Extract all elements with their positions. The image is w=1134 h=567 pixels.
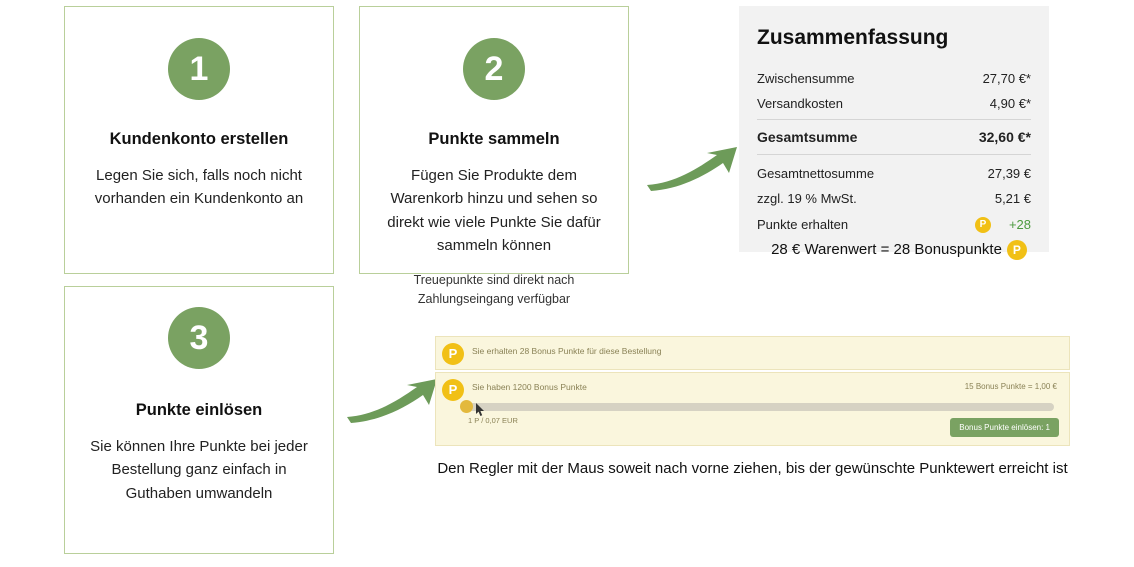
summary-points-value: +28 xyxy=(1008,216,1031,232)
points-coin-icon: P xyxy=(975,217,991,233)
summary-row-label: zzgl. 19 % MwSt. xyxy=(757,191,857,206)
arrow-right-icon-1 xyxy=(645,143,745,193)
points-coin-icon: P xyxy=(442,343,464,365)
summary-caption xyxy=(739,240,1059,260)
bonus-balance-text: Sie haben 1200 Bonus Punkte xyxy=(472,382,587,392)
step-body-1: Legen Sie sich, falls noch nicht vorhanden ein Kundenkonto an xyxy=(94,167,304,208)
summary-row-label: Gesamtnettosumme xyxy=(757,166,875,181)
step-card-3 xyxy=(64,286,334,554)
step-number-badge-1: 1 xyxy=(168,38,230,100)
summary-row-vat xyxy=(757,186,1031,211)
bonus-notice-text: Sie erhalten 28 Bonus Punkte für diese Bestellung xyxy=(472,346,662,356)
points-coin-icon: P xyxy=(442,379,464,401)
summary-row-label: Versandkosten xyxy=(757,96,844,111)
arrow-right-icon-2 xyxy=(345,375,445,425)
points-slider-value-label: 1 P / 0,07 EUR xyxy=(468,416,518,425)
step-card-1 xyxy=(64,6,334,274)
step-card-2 xyxy=(359,6,629,306)
step-number-badge-2: 2 xyxy=(463,38,525,100)
step-body-2: Fügen Sie Produkte dem Warenkorb hinzu und sehen so direkt wie viele Punkte Sie dafür sammeln können xyxy=(387,167,601,254)
points-slider-handle[interactable] xyxy=(460,400,473,413)
summary-row-value: 4,90 €* xyxy=(989,96,1031,111)
points-slider-track[interactable] xyxy=(462,403,1054,411)
bonus-notice-bar xyxy=(435,336,1070,370)
bonus-points-panel xyxy=(435,336,1070,446)
summary-title: Zusammenfassung xyxy=(757,26,949,49)
bonus-caption: Den Regler mit der Maus soweit nach vorne ziehen, bis der gewünschte Punktewert erreicht ist xyxy=(437,460,1068,477)
mouse-cursor-icon xyxy=(476,403,486,417)
step-title-1: Kundenkonto erstellen xyxy=(109,130,289,148)
summary-row-total xyxy=(757,119,1031,155)
summary-total-value: 32,60 €* xyxy=(978,129,1031,145)
step-body-3: Sie können Ihre Punkte bei jeder Bestellung ganz einfach in Guthaben umwandeln xyxy=(90,438,308,502)
step-title-3: Punkte einlösen xyxy=(135,401,263,419)
order-summary-panel xyxy=(739,6,1049,252)
summary-row-value: 5,21 € xyxy=(994,191,1031,206)
redeem-bonus-points-button[interactable]: Bonus Punkte einlösen: 1 xyxy=(950,418,1059,437)
summary-row-label: Zwischensumme xyxy=(757,71,855,86)
summary-caption-text: 28 € Warenwert = 28 Bonuspunkte xyxy=(771,240,1002,258)
summary-row-value: 27,70 €* xyxy=(982,71,1031,86)
summary-row-points xyxy=(757,211,1031,238)
points-coin-icon-large: P xyxy=(1007,240,1027,260)
bonus-redeem-bar xyxy=(435,372,1070,446)
summary-row-net xyxy=(757,161,1031,186)
summary-total-label: Gesamtsumme xyxy=(757,129,858,145)
step-title-2: Punkte sammeln xyxy=(428,130,560,148)
step-note-2: Treuepunkte sind direkt nach Zahlungseingang verfügbar xyxy=(413,273,575,306)
summary-row-value: 27,39 € xyxy=(987,166,1031,181)
bonus-rate-text: 15 Bonus Punkte = 1,00 € xyxy=(964,382,1057,391)
summary-points-label: Punkte erhalten xyxy=(757,216,849,232)
summary-row-shipping xyxy=(757,91,1031,116)
summary-row-subtotal xyxy=(757,66,1031,91)
step-number-badge-3: 3 xyxy=(168,307,230,369)
